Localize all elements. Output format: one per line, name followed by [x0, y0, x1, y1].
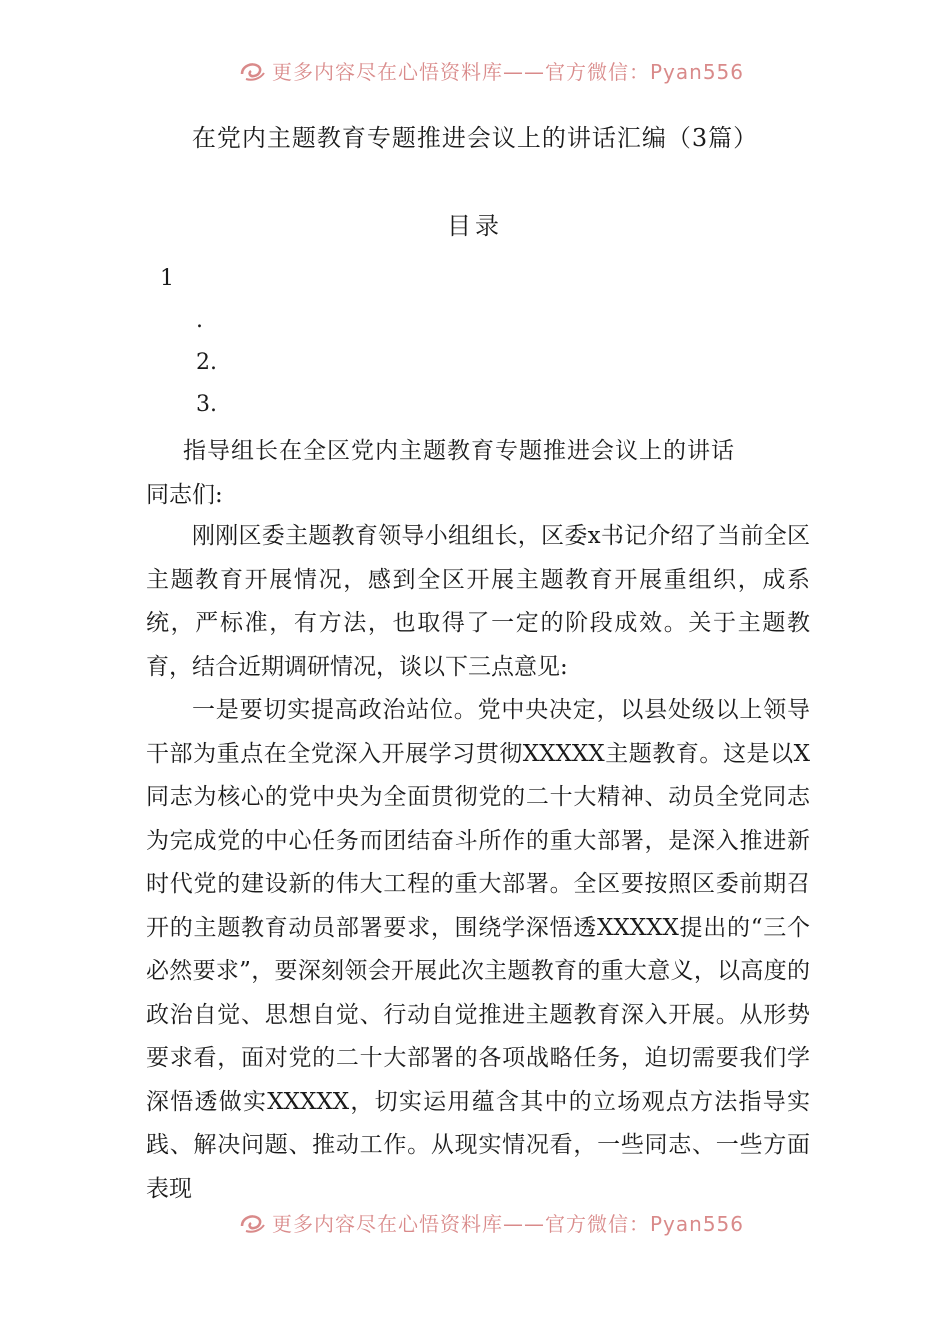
toc-item-3: 3. [196, 392, 217, 417]
toc-item-2: 2. [196, 350, 217, 375]
document-title: 在党内主题教育专题推进会议上的讲话汇编（3篇） [191, 124, 759, 152]
watermark-text: 更多内容尽在心悟资料库——官方微信：Pyan556 [272, 1212, 745, 1236]
watermark-top [0, 52, 950, 92]
swirl-logo-icon [238, 60, 266, 82]
toc-item-dot: . [196, 308, 203, 333]
paragraph: 刚刚区委主题教育领导小组组长，区委x书记介绍了当前全区主题教育开展情况，感到全区开展主题教育开展重组织，成系统，严标准，有方法，也取得了一定的阶段成效。关于主题教育，结合近期调研情况，谈以下三点意见: [146, 523, 810, 680]
salutation: 同志们: [146, 482, 223, 508]
watermark-bottom [0, 1208, 950, 1248]
toc-heading: 目录 [447, 212, 503, 240]
swirl-logo-icon [238, 1212, 266, 1234]
speech-heading: 指导组长在全区党内主题教育专题推进会议上的讲话 [183, 438, 735, 464]
watermark-text: 更多内容尽在心悟资料库——官方微信：Pyan556 [272, 60, 745, 84]
paragraph: 一是要切实提高政治站位。党中央决定，以县处级以上领导干部为重点在全党深入开展学习贯彻XXXXX主题教育。这是以X同志为核心的党中央为全面贯彻党的二十大精神、动员全党同志为完成党的中心任务而团结奋斗所作的重大部署，是深入推进新时代党的建设新的伟大工程的重大部署。全区要按照区委前期召开的主题教育动员部署要求，围绕学深悟透XXXXX提出的“三个必然要求”，要深刻领会开展此次主题教育的重大意义，以高度的政治自觉、思想自觉、行动自觉推进主题教育深入开展。从形势要求看，面对党的二十大部署的各项战略任务，迫切需要我们学深悟透做实XXXXX，切实运用蕴含其中的立场观点方法指导实践、解决问题、推动工作。从现实情况看，一些同志、一些方面表现 [146, 697, 810, 1202]
toc-item-1: 1 [160, 266, 174, 291]
